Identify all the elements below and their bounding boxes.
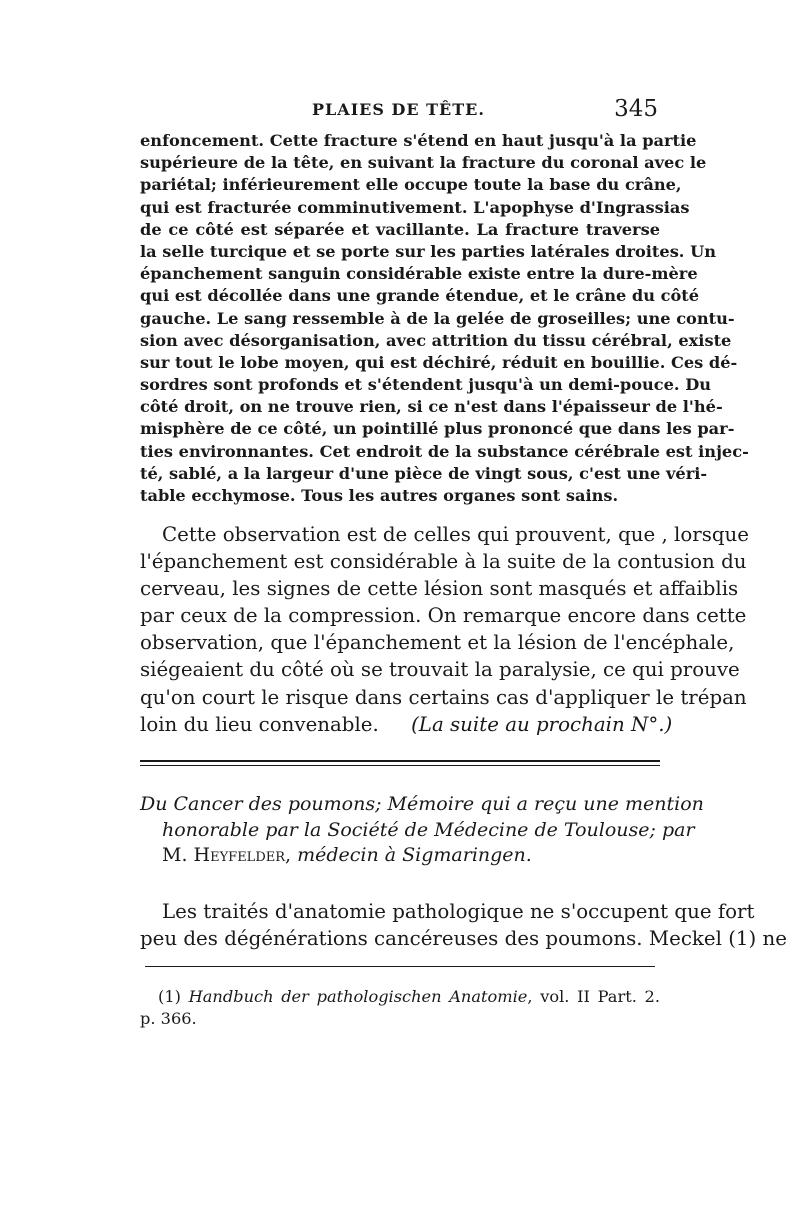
- text-line: supérieure de la tête, en suivant la fracture du coronal avec le: [140, 153, 707, 173]
- text-line: gauche. Le sang ressemble à de la gelée de groseilles; une contu-: [140, 308, 735, 328]
- text-line: honorable par la Société de Médecine de Toulouse; par: [162, 818, 695, 841]
- footnote-marker: (1): [158, 987, 181, 1006]
- text-line: qui est fracturée comminutivement. L'apophyse d'Ingrassias: [140, 197, 690, 217]
- text-line: cerveau, les signes de cette lésion sont masqués et affaiblis: [140, 577, 739, 601]
- text-line: sordres sont profonds et s'étendent jusqu'à un demi-pouce. Du: [140, 375, 712, 395]
- memoir-heading: [140, 792, 704, 869]
- footnote: [140, 986, 660, 1029]
- text-line: ties environnantes. Cet endroit de la substance cérébrale est injec-: [140, 441, 749, 461]
- text-line: peu des dégénérations cancéreuses des poumons. Meckel (1) ne: [140, 927, 787, 951]
- running-title: PLAIES DE TÊTE.: [312, 100, 485, 119]
- text-line: qui est décollée dans une grande étendue, et le crâne du côté: [140, 286, 700, 306]
- text-line: observation, que l'épanchement et la lésion de l'encéphale,: [140, 631, 735, 655]
- running-header: [140, 96, 658, 122]
- text-line: côté droit, on ne trouve rien, si ce n'est dans l'épaisseur de l'hé-: [140, 397, 723, 417]
- text-line: siégeaient du côté où se trouvait la paralysie, ce qui prouve: [140, 658, 740, 682]
- text-line: enfoncement. Cette fracture s'étend en haut jusqu'à la partie: [140, 131, 697, 150]
- text-line: épanchement sanguin considérable existe entre la dure-mère: [140, 264, 698, 284]
- final-line-text: loin du lieu convenable.: [140, 712, 379, 736]
- footnote-line: [140, 986, 660, 1008]
- text-line: table ecchymose. Tous les autres organes sont sains.: [140, 486, 619, 505]
- text-line: sur tout le lobe moyen, qui est déchiré, réduit en bouillie. Ces dé-: [140, 352, 738, 372]
- text-line: Cette observation est de celles qui prouvent, que , lorsque: [162, 523, 749, 546]
- footnote-page-ref: p. 366.: [140, 1008, 197, 1028]
- text-line: par ceux de la compression. On remarque encore dans cette: [140, 604, 747, 628]
- footnote-volume: , vol. II Part. 2.: [527, 987, 660, 1006]
- text-line: sion avec désorganisation, avec attrition du tissu cérébral, existe: [140, 330, 732, 350]
- author-line: [140, 843, 660, 869]
- section-divider-top: [140, 760, 660, 762]
- article-body-paragraph: [140, 898, 787, 952]
- text-line: té, sablé, a la largeur d'une pièce de vingt sous, c'est une véri-: [140, 463, 708, 483]
- text-line: l'épanchement est considérable à la suite de la contusion du: [140, 550, 747, 574]
- text-line: misphère de ce côté, un pointillé plus prononcé que dans les par-: [140, 419, 735, 439]
- text-line: la selle turcique et se porte sur les parties latérales droites. Un: [140, 241, 716, 261]
- text-line: Les traités d'anatomie pathologique ne s'occupent que fort: [162, 900, 755, 923]
- observation-paragraph: [140, 521, 749, 738]
- text-line: Du Cancer des poumons; Mémoire qui a reçu une mention: [140, 793, 704, 815]
- section-divider-bottom: [140, 765, 660, 766]
- footnote-rule: [145, 966, 655, 967]
- page-number: 345: [614, 96, 658, 122]
- text-line: [140, 711, 673, 738]
- author-affiliation: médecin à Sigmaringen.: [291, 844, 532, 866]
- footnote-book-title: Handbuch der pathologischen Anatomie: [188, 987, 528, 1006]
- continuation-note: (La suite au prochain N°.): [411, 712, 673, 736]
- text-line: de ce côté est séparée et vacillante. La fracture traverse: [140, 219, 660, 239]
- text-line: qu'on court le risque dans certains cas d'appliquer le trépan: [140, 685, 747, 709]
- author-name: M. Heyfelder,: [162, 844, 292, 866]
- case-report-paragraph: [140, 130, 749, 507]
- text-line: pariétal; inférieurement elle occupe toute la base du crâne,: [140, 175, 682, 195]
